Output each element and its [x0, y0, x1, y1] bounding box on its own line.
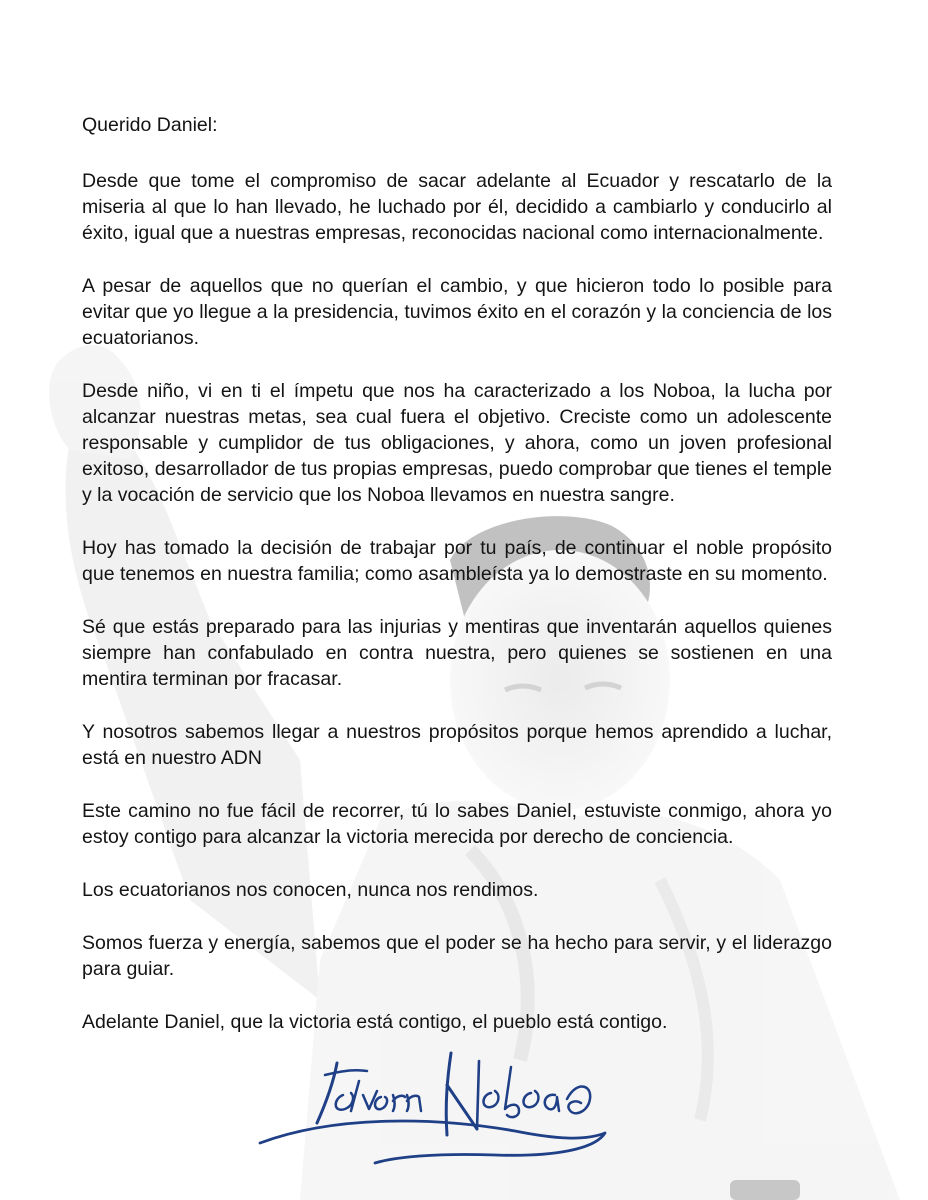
- letter-paragraph: A pesar de aquellos que no querían el cambio, y que hicieron todo lo posible para evitar que yo llegue a la presidencia, tuvimos éxito en el corazón y la conciencia de los ecuatorianos.: [82, 275, 832, 349]
- letter-paragraph: Los ecuatorianos nos conocen, nunca nos rendimos.: [82, 879, 539, 901]
- letter-paragraph: Desde que tome el compromiso de sacar adelante al Ecuador y rescatarlo de la miseria al que lo han llevado, he luchado por él, decidido a cambiarlo y conducirlo al éxito, igual que a nuestras empresas, reconocidas nacional como internacionalmente.: [82, 170, 832, 244]
- letter-paragraph: Sé que estás preparado para las injurias y mentiras que inventarán aquellos quienes siempre han confabulado en contra nuestra, pero quienes se sostienen en una mentira terminan por fracasar.: [82, 616, 832, 690]
- letter-paragraph: Este camino no fue fácil de recorrer, tú lo sabes Daniel, estuviste conmigo, ahora yo estoy contigo para alcanzar la victoria merecida por derecho de conciencia.: [82, 800, 832, 848]
- letter-paragraph: Desde niño, vi en ti el ímpetu que nos ha caracterizado a los Noboa, la lucha por alcanzar nuestras metas, sea cual fuera el objetivo. Creciste como un adolescente responsable y cumplidor de tus obligaciones, y ahora, como un joven profesional exitoso, desarrollador de tus propias empresas, puedo comprobar que tienes el temple y la vocación de servicio que los Noboa llevamos en nuestra sangre.: [82, 380, 832, 506]
- letter-greeting: Querido Daniel:: [82, 114, 218, 136]
- handwritten-signature: [255, 1045, 615, 1170]
- letter-paragraph: Hoy has tomado la decisión de trabajar por tu país, de continuar el noble propósito que tenemos en nuestra familia; como asambleísta ya lo demostraste en su momento.: [82, 537, 832, 585]
- letter-paragraph: Y nosotros sabemos llegar a nuestros propósitos porque hemos aprendido a luchar, está en nuestro ADN: [82, 721, 832, 769]
- letter-paragraph: Adelante Daniel, que la victoria está contigo, el pueblo está contigo.: [82, 1011, 668, 1033]
- letter-paragraph: Somos fuerza y energía, sabemos que el poder se ha hecho para servir, y el liderazgo para guiar.: [82, 932, 832, 980]
- letter-body: [82, 112, 832, 1062]
